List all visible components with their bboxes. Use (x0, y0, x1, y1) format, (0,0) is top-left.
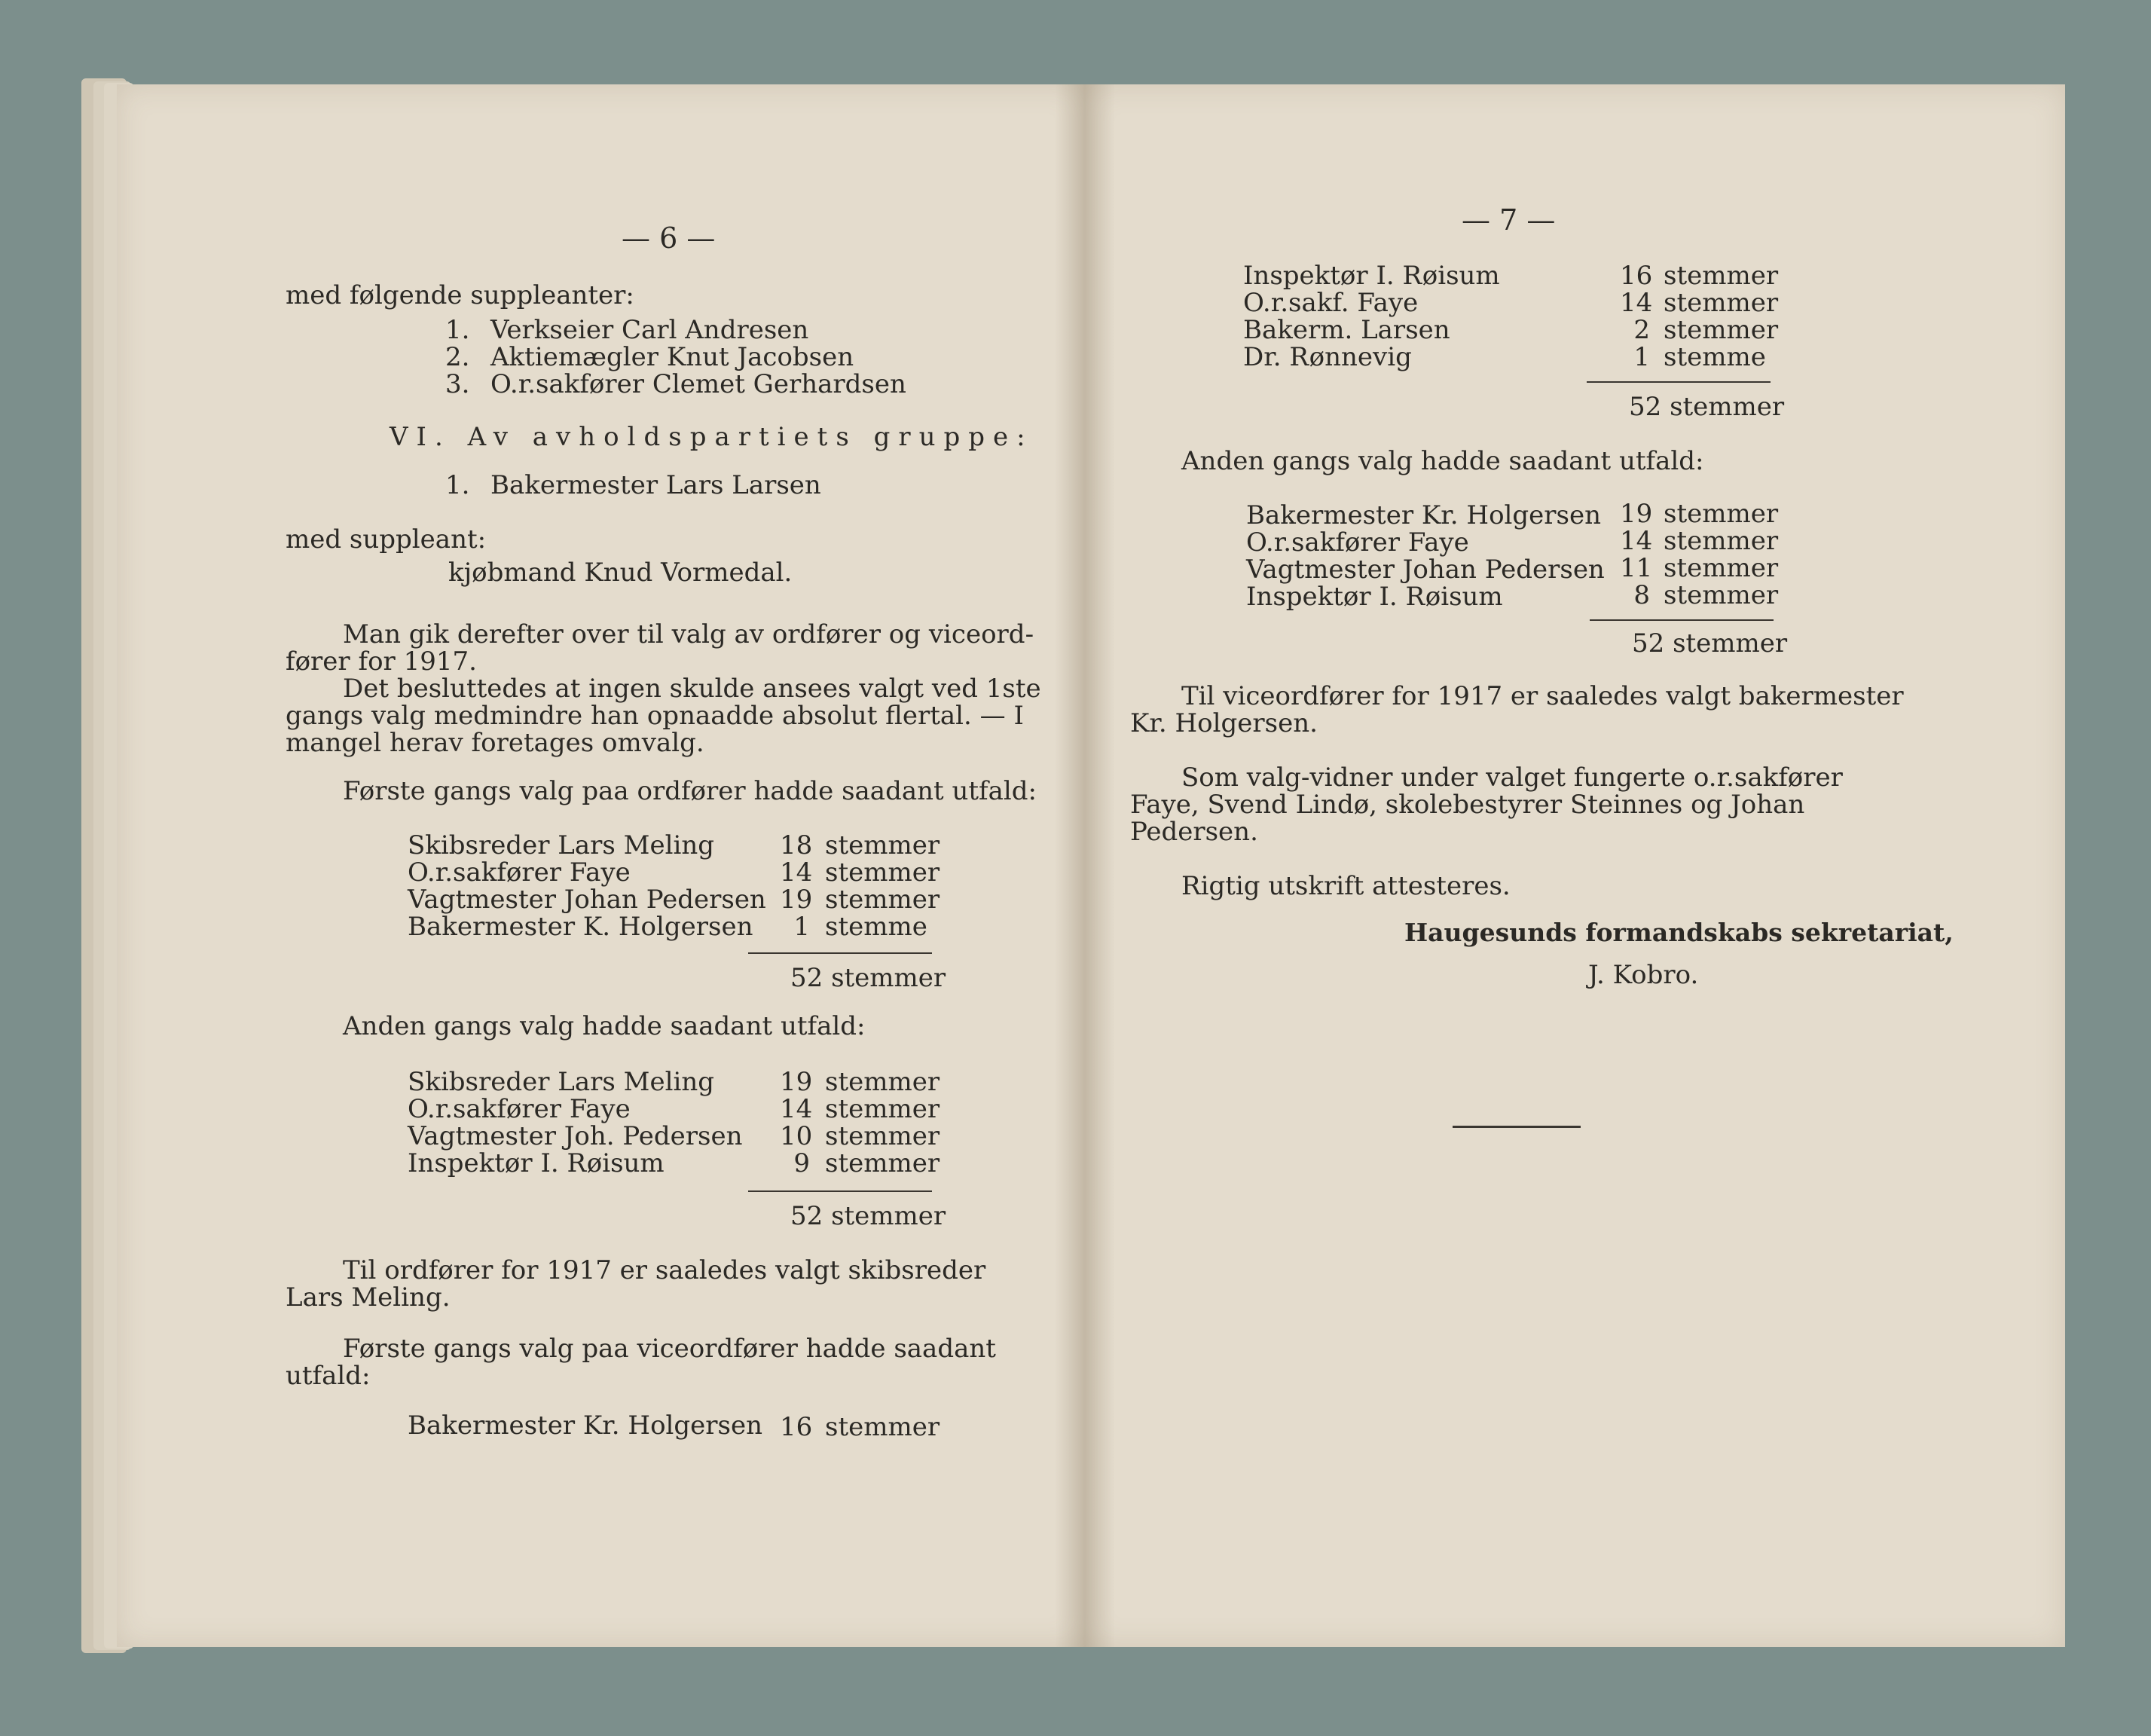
vote-name: Bakerm. Larsen (1243, 315, 1450, 345)
vote-name: Bakermester K. Holgersen (408, 912, 753, 942)
vote-name: Skibsreder Lars Meling (408, 1067, 715, 1097)
vote-count: 11 (1620, 553, 1653, 583)
vote-count: 16 (780, 1412, 813, 1442)
vote-count: 9 (793, 1148, 810, 1178)
vote-unit: stemmer (1664, 288, 1779, 318)
suppleant-label: med suppleant: (286, 524, 487, 555)
paragraph-line: mangel herav foretages omvalg. (286, 728, 704, 758)
paragraph-line: Man gik derefter over til valg av ordfører og viceord- (343, 619, 1034, 649)
page-number: — 7 — (1462, 203, 1556, 237)
attest-line: Rigtig utskrift attesteres. (1181, 871, 1511, 901)
vote-count: 14 (1620, 288, 1653, 318)
vote-unit: stemmer (825, 1121, 940, 1151)
page-number: — 6 — (622, 222, 716, 255)
vote-name: Bakermester Kr. Holgersen (1246, 500, 1602, 530)
suppleanter-intro: med følgende suppleanter: (286, 280, 634, 310)
vote-unit: stemmer (825, 1148, 940, 1178)
vote-unit: stemmer (825, 1412, 940, 1442)
suppleant-no: 3. (445, 369, 470, 399)
vote-name: O.r.sakfører Faye (408, 857, 631, 888)
vote-name: O.r.sakf. Faye (1243, 288, 1419, 318)
vote-total: 52 stemmer (790, 1201, 946, 1231)
vote-count: 19 (780, 885, 813, 915)
vote-unit: stemmer (825, 1067, 940, 1097)
vote-count: 16 (1620, 261, 1653, 291)
vote-count: 1 (793, 912, 810, 942)
vote-name: Inspektør I. Røisum (408, 1148, 665, 1178)
closing-rule (1453, 1126, 1581, 1128)
vote-name: Dr. Rønnevig (1243, 342, 1412, 372)
vice-second-heading: Anden gangs valg hadde saadant utfald: (1181, 446, 1704, 476)
sum-rule (1587, 381, 1771, 383)
suppleant-single: kjøbmand Knud Vormedal. (448, 558, 793, 588)
vote-count: 14 (780, 857, 813, 888)
vote-unit: stemmer (1664, 553, 1779, 583)
signature-organization: Haugesunds formandskabs sekretariat, (1404, 918, 1954, 947)
witness-line: Faye, Svend Lindø, skolebestyrer Steinnes og Johan (1130, 790, 1805, 820)
vote-count: 10 (780, 1121, 813, 1151)
group-member-name: Bakermester Lars Larsen (490, 470, 821, 500)
vote-count: 19 (780, 1067, 813, 1097)
result-line: Til ordfører for 1917 er saaledes valgt skibsreder (343, 1255, 986, 1285)
vote-unit: stemmer (825, 885, 940, 915)
vote-unit: stemmer (825, 830, 940, 860)
paragraph-line: fører for 1917. (286, 646, 477, 677)
vote-unit: stemmer (825, 857, 940, 888)
vote-unit: stemmer (1664, 315, 1779, 345)
suppleant-no: 2. (445, 342, 470, 372)
vote-count: 14 (1620, 526, 1653, 556)
sum-rule (748, 1190, 932, 1192)
sum-rule (1590, 619, 1774, 621)
suppleant-no: 1. (445, 315, 470, 345)
vote-name: Skibsreder Lars Meling (408, 830, 715, 860)
vote-unit: stemmer (1664, 580, 1779, 610)
vote-unit: stemmer (1664, 526, 1779, 556)
suppleant-name: O.r.sakfører Clemet Gerhardsen (490, 369, 906, 399)
sum-rule (748, 952, 932, 954)
vote-count: 19 (1620, 499, 1653, 529)
first-vote-heading: Første gangs valg paa ordfører hadde saadant utfald: (343, 776, 1037, 806)
section-heading: VI. Av avholdspartiets gruppe: (390, 422, 1034, 452)
vote-count: 14 (780, 1094, 813, 1124)
paragraph-line: Det besluttedes at ingen skulde ansees valgt ved 1ste (343, 674, 1041, 704)
left-page (117, 84, 1086, 1647)
right-page (1085, 84, 2065, 1647)
vote-name: O.r.sakfører Faye (1246, 527, 1469, 558)
suppleant-name: Verkseier Carl Andresen (490, 315, 809, 345)
second-vote-heading: Anden gangs valg hadde saadant utfald: (343, 1011, 866, 1041)
vote-unit: stemme (825, 912, 927, 942)
vote-total: 52 stemmer (1629, 392, 1785, 422)
vote-total: 52 stemmer (790, 963, 946, 993)
vote-unit: stemmer (1664, 261, 1779, 291)
vice-heading-line: Første gangs valg paa viceordfører hadde saadant (343, 1334, 996, 1364)
vote-count: 18 (780, 830, 813, 860)
vote-count: 1 (1633, 342, 1650, 372)
signature-name: J. Kobro. (1588, 960, 1699, 990)
vote-total: 52 stemmer (1632, 628, 1788, 659)
vote-name: Vagtmester Johan Pedersen (1246, 555, 1605, 585)
witness-line: Som valg-vidner under valget fungerte o.r.sakfører (1181, 763, 1843, 793)
vote-name: Bakermester Kr. Holgersen (408, 1410, 763, 1441)
vote-name: Inspektør I. Røisum (1246, 582, 1503, 612)
vote-unit: stemmer (1664, 499, 1779, 529)
vote-name: Vagtmester Joh. Pedersen (408, 1121, 743, 1151)
vote-count: 2 (1633, 315, 1650, 345)
vice-heading-line: utfald: (286, 1361, 371, 1391)
suppleant-name: Aktiemægler Knut Jacobsen (490, 342, 854, 372)
group-member-no: 1. (445, 470, 470, 500)
result-line: Lars Meling. (286, 1282, 451, 1313)
vote-unit: stemme (1664, 342, 1766, 372)
vote-unit: stemmer (825, 1094, 940, 1124)
vote-count: 8 (1633, 580, 1650, 610)
vote-name: O.r.sakfører Faye (408, 1094, 631, 1124)
witness-line: Pedersen. (1130, 817, 1258, 847)
vice-result-line: Til viceordfører for 1917 er saaledes valgt bakermester (1181, 681, 1904, 711)
paragraph-line: gangs valg medmindre han opnaadde absolut flertal. — I (286, 701, 1024, 731)
vote-name: Inspektør I. Røisum (1243, 261, 1500, 291)
vote-name: Vagtmester Johan Pedersen (408, 885, 766, 915)
vice-result-line: Kr. Holgersen. (1130, 708, 1318, 738)
